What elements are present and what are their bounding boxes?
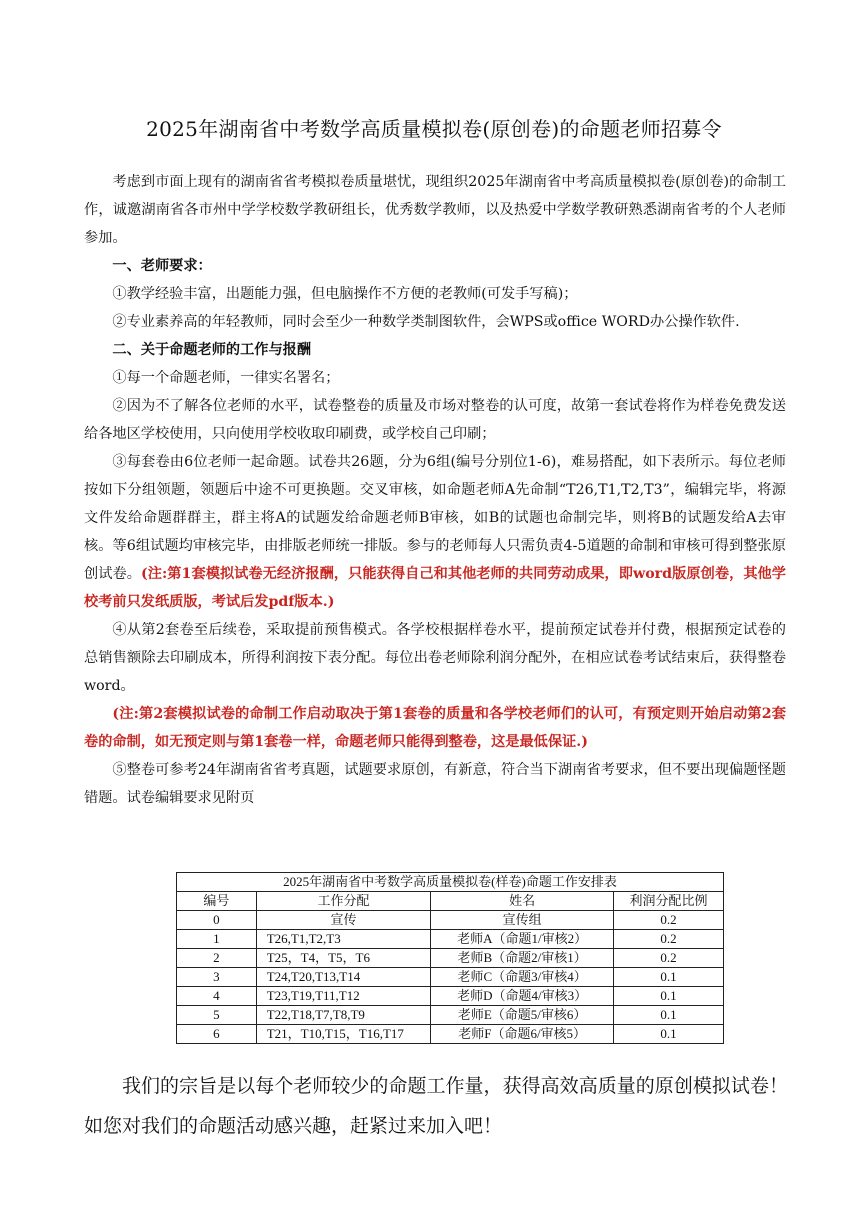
table-cell: 0.1 <box>613 968 723 987</box>
document-body <box>84 168 786 812</box>
table-cell: 0.1 <box>613 987 723 1006</box>
table-cell: T23,T19,T11,T12 <box>256 987 431 1006</box>
schedule-table-wrap <box>176 872 724 1044</box>
table-caption-row <box>177 873 724 892</box>
table-cell: T21，T10,T15，T16,T17 <box>256 1025 431 1044</box>
table-cell: 宣传 <box>256 911 431 930</box>
section2-item-3 <box>84 448 786 616</box>
section2-item-4: ④从第2套卷至后续卷，采取提前预售模式。各学校根据样卷水平，提前预定试卷并付费，根据预定试卷的总销售额除去印刷成本，所得利润按下表分配。每位出卷老师除利润分配外，在相应试卷考试结束后，获得整卷word。 <box>84 622 786 694</box>
table-header-cell: 姓名 <box>431 892 614 911</box>
table-row <box>177 987 724 1006</box>
table-cell: 老师A（命题1/审核2） <box>431 930 614 949</box>
table-cell: 1 <box>177 930 257 949</box>
table-header-row <box>177 892 724 911</box>
table-row <box>177 968 724 987</box>
section1-item-2: ②专业素养高的年轻教师，同时会至少一种数学类制图软件，会WPS或office WORD办公操作软件. <box>112 314 740 330</box>
slogan-text: 我们的宗旨是以每个老师较少的命题工作量，获得高效高质量的原创模拟试卷！如您对我们的命题活动感兴趣，赶紧过来加入吧！ <box>84 1075 788 1137</box>
table-cell: 老师D（命题4/审核3） <box>431 987 614 1006</box>
table-row <box>177 930 724 949</box>
page-title: 2025年湖南省中考数学高质量模拟卷(原创卷)的命题老师招募令 <box>146 117 722 141</box>
section1-heading: 一、老师要求： <box>112 258 212 274</box>
section2-item-5: ⑤整卷可参考24年湖南省省考真题，试题要求原创，有新意，符合当下湖南省考要求，但不要出现偏题怪题错题。试卷编辑要求见附页 <box>84 762 786 806</box>
section2-item-3-note: (注:第1套模拟试卷无经济报酬，只能获得自己和其他老师的共同劳动成果，即word版原创卷，其他学校考前只发纸质版，考试后发pdf版本.) <box>84 566 786 610</box>
table-cell: 0.1 <box>613 1025 723 1044</box>
table-cell: 0 <box>177 911 257 930</box>
section2-item-1: ①每一个命题老师，一律实名署名； <box>112 370 340 386</box>
table-cell: 老师E（命题5/审核6） <box>431 1006 614 1025</box>
table-cell: 6 <box>177 1025 257 1044</box>
intro-paragraph: 考虑到市面上现有的湖南省省考模拟卷质量堪忧，现组织2025年湖南省中考高质量模拟卷(原创卷)的命制工作，诚邀湖南省各市州中学学校数学教研组长，优秀数学教师，以及热爱中学数学教研熟悉湖南省考的个人老师参加。 <box>84 174 786 246</box>
table-cell: 3 <box>177 968 257 987</box>
table-row <box>177 911 724 930</box>
table-row <box>177 1025 724 1044</box>
table-row <box>177 1006 724 1025</box>
table-header-cell: 工作分配 <box>256 892 431 911</box>
table-row <box>177 949 724 968</box>
table-header-cell: 编号 <box>177 892 257 911</box>
slogan-block <box>84 1066 788 1146</box>
table-cell: 4 <box>177 987 257 1006</box>
section2-heading: 二、关于命题老师的工作与报酬 <box>112 342 312 358</box>
table-cell: 0.2 <box>613 930 723 949</box>
table-cell: 2 <box>177 949 257 968</box>
table-cell: 0.1 <box>613 1006 723 1025</box>
schedule-table <box>176 872 724 1044</box>
table-cell: T25，T4，T5，T6 <box>256 949 431 968</box>
table-cell: 老师C（命题3/审核4） <box>431 968 614 987</box>
table-cell: 老师F（命题6/审核5） <box>431 1025 614 1044</box>
table-cell: 0.2 <box>613 911 723 930</box>
section1-item-1: ①教学经验丰富，出题能力强，但电脑操作不方便的老教师(可发手写稿)； <box>112 286 578 302</box>
table-cell: 老师B（命题2/审核1） <box>431 949 614 968</box>
table-cell: T26,T1,T2,T3 <box>256 930 431 949</box>
section2-item-2: ②因为不了解各位老师的水平，试卷整卷的质量及市场对整卷的认可度，故第一套试卷将作为样卷免费发送给各地区学校使用，只向使用学校收取印刷费，或学校自己印刷； <box>84 398 786 442</box>
table-cell: 宣传组 <box>431 911 614 930</box>
table-cell: T24,T20,T13,T14 <box>256 968 431 987</box>
table-cell: 0.2 <box>613 949 723 968</box>
table-header-cell: 利润分配比例 <box>613 892 723 911</box>
table-cell: T22,T18,T7,T8,T9 <box>256 1006 431 1025</box>
table-cell: 5 <box>177 1006 257 1025</box>
section2-item-4-note: (注:第2套模拟试卷的命制工作启动取决于第1套卷的质量和各学校老师们的认可，有预定则开始启动第2套卷的命制，如无预定则与第1套卷一样，命题老师只能得到整卷，这是最低保证.) <box>84 706 786 750</box>
section2-item-3-text: ③每套卷由6位老师一起命题。试卷共26题，分为6组(编号分别位1-6)，难易搭配，如下表所示。每位老师按如下分组领题，领题后中途不可更换题。交叉审核，如命题老师A先命制“T26,T1,T2,T3”，编辑完毕，将源文件发给命题群群主，群主将A的试题发给命题老师B审核，如B的试题也命制完毕，则将B的试题发给A去审核。等6组试题均审核完毕，由排版老师统一排版。参与的老师每人只需负责4-5道题的命制和审核可得到整张原创试卷。 <box>84 454 786 582</box>
table-caption: 2025年湖南省中考数学高质量模拟卷(样卷)命题工作安排表 <box>177 873 724 892</box>
